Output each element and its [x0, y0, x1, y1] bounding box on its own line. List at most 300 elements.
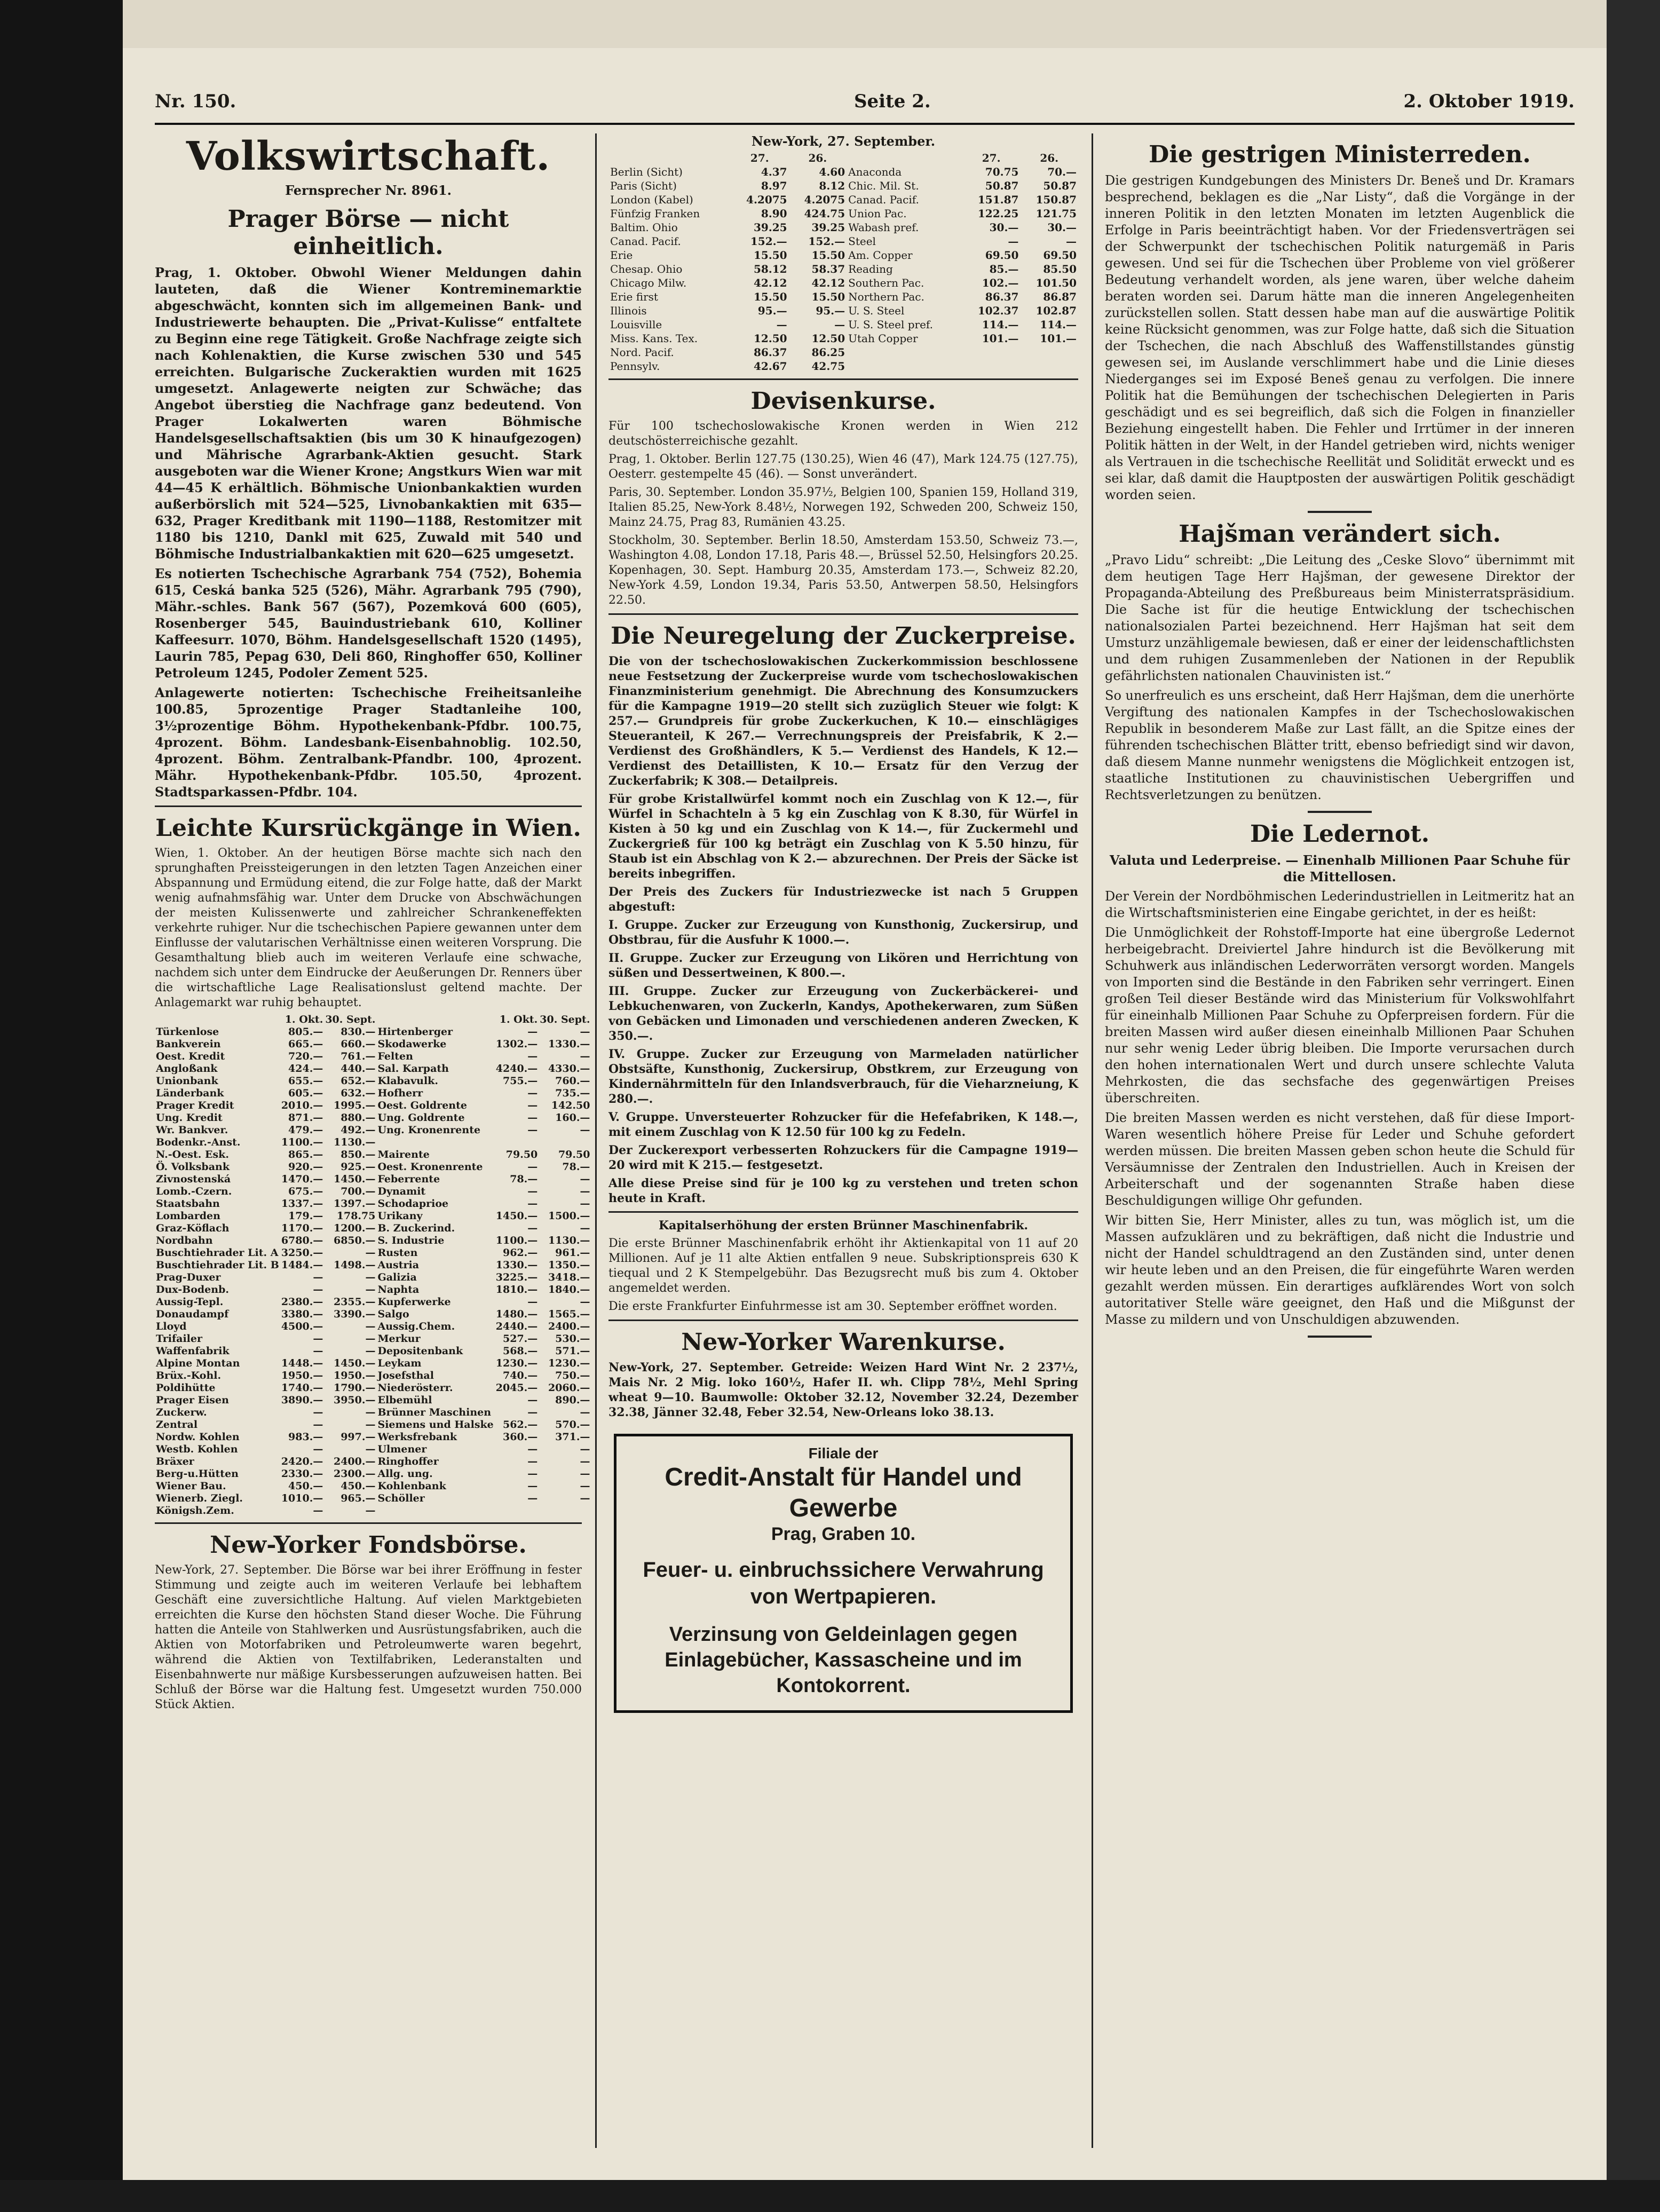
article-paragraph: Die gestrigen Kundgebungen des Ministers Dr. Beneš und Dr. Kramars besprechend, beklagen es die „Nar Listy“, daß die Vorgänge in der inneren Politik in den letzten Monaten im letzten Augenblick die Erfolge in Paris beeinträchtigt haben. Vor der Friedensverträgen sei der Schwerpunkt der tschechischen Politik naturgemäß in Paris gewesen. Und sei für die Tschechen über Probleme von viel größerer Bedeutung verhandelt worden, als jene waren, über welche daheim beraten worden sei. Darum hätte man die inneren Angelegenheiten zurückstellen sollen. Statt dessen habe man auf die auswärtige Politik keine Rücksicht genommen, was zur Folge hatte, daß sich die Situation der Tschechen, die nach Abschluß des Waffenstillstandes günstig gewesen sei, im Auslande verschlimmert habe und die Linie dieses Niederganges sei im Exposé Beneš genau zu verfolgen. Die innere Politik hat die Bemühungen der tschechischen Delegierten in Paris geschädigt und es sei begreiflich, daß sich die Folgen in finanzieller Beziehung eingestellt haben. Die Fehler und Irrtümer in der inneren Politik hätten in der Welt, in der Handel getrieben wird, nichts weniger als Vertrauen in die tschechische Reellität und Solidität erweckt und es sei klar, daß damit die Hauptposten der auswärtigen Politik geschädigt worden seien. [1105, 173, 1575, 502]
security-name: Urikany [377, 1210, 423, 1222]
quote-row [608, 234, 1078, 248]
security-name: Niederösterr. [377, 1382, 453, 1394]
security-name: Berg-u.Hütten [156, 1468, 239, 1480]
quote-value: 58.12 [753, 263, 787, 275]
article-paragraph: Wien, 1. Oktober. An der heutigen Börse machte sich nach den sprunghaften Preissteigerungen in den letzten Tagen Anzeichen einer Abspannung und Ermüdung eitend, die zur Folge hatte, daß der Markt wenig aufnahmsfähig war. Unter dem Drucke von Abschwächungen der meisten Kulissenwerte und zahlreicher Schrankeneffekten verkehrte ruhiger. Nur die tschechischen Papiere gewannen unter dem Einflusse der valutarischen Verhältnisse einen weiteren Vorsprung. Die Gesamthaltung blieb auch im weiteren Verlaufe eine schwache, nachdem sich unter dem Eindrucke der Aeußerungen Dr. Renners über die wirtschaftliche Lage Realisationslust geltend machte. Der Anlagemarkt war ruhig behauptet. [155, 847, 582, 1009]
security-name: Mairente [377, 1149, 430, 1160]
quote-row [155, 1161, 591, 1173]
quote-value: 1350.— [548, 1259, 590, 1271]
article-title: Devisenkurse. [750, 388, 936, 415]
security-name: Miss. Kans. Tex. [610, 332, 698, 345]
quote-row [155, 1136, 591, 1149]
quote-value: 4.2075 [804, 193, 845, 206]
quote-row [608, 262, 1078, 276]
security-name: Bräxer [156, 1456, 194, 1467]
security-name: Prager Eisen [156, 1394, 229, 1406]
quote-value: 2010.— [281, 1100, 323, 1111]
security-name: Galizia [377, 1271, 417, 1283]
security-name: Josefsthal [377, 1370, 434, 1381]
security-name: Buschtiehrader Lit. A [156, 1247, 279, 1259]
ad-bank-name: Credit-Anstalt für Handel und Gewerbe [665, 1463, 1022, 1522]
security-name: Berlin (Sicht) [610, 165, 683, 178]
security-name: U. S. Steel pref. [848, 318, 933, 331]
table-header-cell [376, 1014, 494, 1026]
security-name: Ringhoffer [377, 1456, 439, 1467]
quote-value: 1950.— [281, 1370, 323, 1381]
article-paragraph: Die erste Frankfurter Einfuhrmesse ist am 30. September eröffnet worden. [608, 1300, 1057, 1313]
header-rule [155, 123, 1575, 125]
divider [155, 805, 582, 807]
quote-value: 86.37 [985, 290, 1019, 303]
security-name: Paris (Sicht) [610, 179, 677, 192]
security-name [847, 345, 962, 359]
quote-value: — [580, 1186, 590, 1197]
security-name: Chicago Milw. [610, 276, 687, 289]
security-name: Ung. Kronenrente [377, 1124, 481, 1136]
security-name: Siemens und Halske [377, 1419, 494, 1431]
security-name: Ung. Goldrente [377, 1112, 465, 1124]
quote-value: 15.50 [753, 290, 787, 303]
quote-value: — [527, 1186, 538, 1197]
table-header-cell [155, 1014, 280, 1026]
article-paragraph: Die von der tschechoslowakischen Zuckerkommission beschlossene neue Festsetzung der Zuckerpreise wurde vom tschechoslowakischen Finanzministerium genehmigt. Die Abrechnung des Konsumzuckers für die Kampagne 1919—20 stellt sich zuzüglich Steuer wie folgt: K 257.— Grundpreis für grobe Zuckerkuchen, K 10.— einschlägiges Steueranteil, K 267.— Verrechnungspreis der Preisfabrik, K 2.— Verdienst des Großhändlers, K 5.— Verdienst des Handels, K 12.— Verdienst des Detaillisten, K 10.— Ersatz für den Verzug der Zuckerfabrik; K 308.— Detailpreis. [608, 654, 1078, 788]
quote-value: 920.— [288, 1161, 323, 1173]
security-name: Am. Copper [848, 249, 913, 262]
quote-value: 570.— [555, 1419, 590, 1431]
quote-value: 4.2075 [746, 193, 787, 206]
section-phone: Fernsprecher Nr. 8961. [285, 183, 452, 198]
quote-value: — [580, 1443, 590, 1455]
quote-value: 1790.— [333, 1382, 376, 1394]
quote-row [155, 1357, 591, 1370]
quote-value: 30.— [989, 221, 1019, 234]
security-name: Sal. Karpath [377, 1063, 449, 1075]
security-name: Union Pac. [848, 207, 907, 220]
quote-value: — [580, 1492, 590, 1504]
security-name: Nordw. Kohlen [156, 1431, 240, 1443]
quote-value: 3380.— [281, 1308, 323, 1320]
article-paragraph: Die breiten Massen werden es nicht verstehen, daß für diese Import-Waren wesentlich höhere Preise für Leder und Schuhe gefordert werden müssen. Die breiten Massen geben schon heute die Schuld für Versäumnisse der Zentralen den Industriellen. Auch in Kreisen der Arbeiterschaft und der sogenannten Straße haben diese Beschuldigungen willige Ohr gefunden. [1105, 1110, 1575, 1208]
quote-row [155, 1087, 591, 1100]
quote-value: — [527, 1468, 538, 1480]
quote-value: — [527, 1026, 538, 1038]
quote-row [608, 207, 1078, 220]
security-name: Chic. Mil. St. [848, 179, 919, 192]
security-name: B. Zuckerind. [377, 1222, 455, 1234]
quote-value: 1230.— [548, 1357, 590, 1369]
quote-value: 1010.— [281, 1492, 323, 1504]
security-name: Türkenlose [156, 1026, 219, 1038]
quote-value: — [365, 1271, 376, 1283]
quote-row [608, 290, 1078, 304]
quote-value: 114.— [1040, 318, 1077, 331]
quote-row [155, 1321, 591, 1333]
divider [1308, 511, 1372, 513]
quote-value: — [580, 1050, 590, 1062]
quote-value: — [580, 1173, 590, 1185]
article-title: Die Ledernot. [1250, 820, 1430, 848]
quote-value: 675.— [288, 1186, 323, 1197]
table-header-cell: 1. Okt. [284, 1014, 323, 1025]
quote-value: 735.— [555, 1087, 590, 1099]
quote-value: — [527, 1050, 538, 1062]
quote-row [608, 318, 1078, 331]
article-title: Hajšman verändert sich. [1179, 520, 1501, 548]
quote-value: 1130.— [548, 1235, 590, 1246]
quote-value: 101.— [1040, 332, 1077, 345]
quote-value: 665.— [288, 1038, 323, 1050]
divider [1308, 1336, 1372, 1338]
issue-date: 2. Oktober 1919. [1403, 91, 1575, 112]
quote-value: — [580, 1222, 590, 1234]
security-name: Donaudampf [156, 1308, 229, 1320]
quote-value: 4.60 [819, 165, 845, 178]
quote-value: — [365, 1247, 376, 1259]
security-name: Länderbank [156, 1087, 224, 1099]
quote-value [495, 1136, 539, 1149]
security-name: Hofherr [377, 1087, 423, 1099]
quote-value: 70.— [1047, 165, 1077, 178]
quote-value: 761.— [341, 1050, 376, 1062]
quote-value: — [580, 1480, 590, 1492]
quote-row [608, 220, 1078, 234]
article-paragraph: Für grobe Kristallwürfel kommt noch ein Zuschlag von K 12.—, für Würfel in Schachteln à 5 kg ein Zuschlag von K 8.30, für Würfel in Kisten à 50 kg und ein Zuschlag von K 14.—, für Zuckermehl und Zuckergrieß für 100 kg beträgt ein Zuschlag von K 5.50 hinzu, für Staub ist ein Abschlag von K 2.— abzurechnen. Der Preis der Säcke ist bereits inbegriffen. [608, 792, 1078, 881]
quote-row [155, 1259, 591, 1271]
bank-advertisement [614, 1434, 1073, 1713]
quote-value: — [365, 1505, 376, 1516]
quote-value: 1130.— [333, 1136, 376, 1148]
quote-row [608, 165, 1078, 179]
quote-value: 871.— [288, 1112, 323, 1124]
quote-value: 3418.— [548, 1271, 590, 1283]
security-name: Naphta [377, 1284, 420, 1295]
security-name: Elbemühl [377, 1394, 432, 1406]
quote-value: 2420.— [281, 1456, 323, 1467]
quote-value: 720.— [288, 1050, 323, 1062]
security-name: Oest. Kronenrente [377, 1161, 483, 1173]
security-name: Lomb.-Czern. [156, 1186, 232, 1197]
quote-value: 479.— [288, 1124, 323, 1136]
quote-value: 4.37 [761, 165, 787, 178]
quote-value: 69.50 [985, 249, 1019, 262]
table-header-cell: 30. Sept. [325, 1014, 376, 1025]
quote-value: 1302.— [495, 1038, 538, 1050]
quote-value: — [365, 1321, 376, 1332]
security-name: Werksfrebank [377, 1431, 457, 1443]
article-paragraph: New-York, 27. September. Getreide: Weizen Hard Wint Nr. 2 237½, Mais Nr. 2 Mig. loko 160½, Hafer II. wh. Clipp 78½, Mehl Spring wheat 9—10. Baumwolle: Oktober 32.12, November 32.24, Dezember 32.38, Jänner 32.48, Feber 32.54, New-Orleans loko 38.13. [608, 1361, 1078, 1419]
security-name [376, 1136, 494, 1149]
quote-value: — [527, 1112, 538, 1124]
quote-value: 2400.— [548, 1321, 590, 1332]
quote-row [155, 1173, 591, 1186]
quote-value: — [527, 1087, 538, 1099]
security-name: Schöller [377, 1492, 425, 1504]
quote-value: 1230.— [495, 1357, 538, 1369]
quote-value: 8.97 [761, 179, 787, 192]
security-name: U. S. Steel [848, 304, 905, 317]
quote-value: 830.— [341, 1026, 376, 1038]
security-name: Dynamit [377, 1186, 426, 1197]
table-header-cell: 26. [808, 152, 827, 164]
security-name: Zuckerw. [156, 1407, 207, 1418]
quote-value: — [1066, 235, 1077, 248]
divider [1308, 811, 1372, 813]
quote-row [155, 1063, 591, 1075]
security-name: Klabavulk. [377, 1075, 438, 1087]
newspaper-sheet [123, 48, 1607, 2180]
quote-value: 151.87 [977, 193, 1019, 206]
security-name [376, 1505, 494, 1517]
security-name: Lombarden [156, 1210, 220, 1222]
section-title: Volkswirtschaft. [186, 133, 551, 179]
quote-value: 740.— [503, 1370, 538, 1381]
quote-value: — [776, 318, 787, 331]
quote-value: — [580, 1026, 590, 1038]
quote-value: 39.25 [811, 221, 845, 234]
security-name: Illinois [610, 304, 647, 317]
quote-row [155, 1480, 591, 1492]
security-name: Westb. Kohlen [156, 1443, 238, 1455]
quote-value: 70.75 [985, 165, 1019, 178]
quote-value: 15.50 [811, 249, 845, 262]
security-name: Allg. ung. [377, 1468, 433, 1480]
quote-value: — [365, 1333, 376, 1345]
quote-value: 527.— [503, 1333, 538, 1345]
quote-value: 42.12 [753, 276, 787, 289]
article-title: New-Yorker Fondsbörse. [210, 1531, 527, 1559]
quote-value: 1840.— [548, 1284, 590, 1295]
security-name: Southern Pac. [848, 276, 924, 289]
quote-value: 4240.— [495, 1063, 538, 1075]
security-name: Dux-Bodenb. [156, 1284, 229, 1295]
quote-value [495, 1505, 539, 1517]
quote-value: 850.— [341, 1149, 376, 1160]
quote-value: 983.— [288, 1431, 323, 1443]
security-name: Brünner Maschinen [377, 1407, 492, 1418]
quote-value: 12.50 [753, 332, 787, 345]
quote-value: 2300.— [333, 1468, 376, 1480]
quote-value: 178.75 [336, 1210, 376, 1222]
quote-value: 1480.— [495, 1308, 538, 1320]
article-title: Prager Börse — nicht einheitlich. [227, 206, 509, 260]
divider [608, 613, 1078, 615]
quote-value: 3250.— [281, 1247, 323, 1259]
article-paragraph: Die Unmöglichkeit der Rohstoff-Importe hat eine übergroße Ledernot herbeigebracht. Dreiviertel Jahre hindurch ist die Bevölkerung mit Schuhwerk aus inländischen Lederworräten versorgt worden. Mangels von Importen sind die Bestände in den Fabriken sehr verringert. Einen großen Teil dieser Bestände wird das Ministerium für Volkswohlfahrt für eineinhalb Millionen Paar Schuhe zu Opferpreisen fordern. Für die breiten Massen wird außer diesen eineinhalb Millionen Paar Schuhen nur sehr wenig Leder übrig bleiben. Die Importe verursachen durch den hohen internationalen Wert und durch unsere schlechte Valuta Mehrkosten, die das sechsfache des gegenwärtigen Preises überschreiten. [1105, 925, 1575, 1105]
quote-row [155, 1075, 591, 1087]
quote-value: 12.50 [811, 332, 845, 345]
security-name: Austria [377, 1259, 420, 1271]
security-name: Aussig-Tepl. [156, 1296, 224, 1308]
article-paragraph: Stockholm, 30. September. Berlin 18.50, Amsterdam 153.50, Schweiz 73.—, Washington 4.08, London 17.18, Paris 48.—, Brüssel 52.50, Helsingfors 20.25. Kopenhagen, 30. Sept. Hamburg 20.35, Amsterdam 173.—, Schweiz 82.20, New-York 4.59, London 19.34, Paris 53.50, Antwerpen 58.50, Helsingfors 22.50. [608, 534, 1078, 607]
quote-row [155, 1112, 591, 1124]
security-name: Kohlenbank [377, 1480, 446, 1492]
quote-value: 1450.— [333, 1173, 376, 1185]
security-name: Merkur [377, 1333, 421, 1345]
security-name: Ö. Volksbank [156, 1161, 230, 1173]
quote-row [155, 1419, 591, 1431]
security-name: Canad. Pacif. [848, 193, 919, 206]
quote-value: 8.12 [819, 179, 845, 192]
security-name: Nord. Pacif. [610, 346, 674, 359]
security-name: Salgo [377, 1308, 409, 1320]
ad-address: Prag, Graben 10. [771, 1524, 916, 1544]
security-name: Skodawerke [377, 1038, 447, 1050]
quote-value: 86.25 [811, 346, 845, 359]
quote-value: 530.— [555, 1333, 590, 1345]
column-left [155, 133, 590, 2148]
quote-value [539, 1136, 591, 1149]
article-title: New-Yorker Warenkurse. [681, 1329, 1006, 1356]
quote-value: — [365, 1284, 376, 1295]
security-name: Wienerb. Ziegl. [156, 1492, 243, 1504]
divider [608, 1320, 1078, 1321]
quote-value: — [313, 1333, 323, 1345]
security-name: Leykam [377, 1357, 422, 1369]
security-name: Chesap. Ohio [610, 263, 683, 275]
security-name: Trifailer [156, 1333, 203, 1345]
quote-row [155, 1345, 591, 1357]
quote-value: 85.50 [1043, 263, 1077, 275]
quote-value: 4500.— [281, 1321, 323, 1332]
quote-row [155, 1296, 591, 1308]
quote-value: 1450.— [333, 1357, 376, 1369]
quote-value: — [527, 1124, 538, 1136]
article-paragraph: Alle diese Preise sind für je 100 kg zu verstehen und treten schon heute in Kraft. [608, 1176, 1078, 1205]
table-header-cell [847, 151, 962, 165]
table-header-cell: 30. Sept. [540, 1014, 590, 1025]
quote-value: 2060.— [548, 1382, 590, 1394]
ad-line: Filiale der [808, 1445, 879, 1462]
column-divider [1092, 133, 1093, 2148]
quote-value: — [313, 1505, 323, 1516]
quote-value: 114.— [982, 318, 1019, 331]
security-name: Hirtenberger [377, 1026, 453, 1038]
quote-row [155, 1492, 591, 1505]
quote-value: — [527, 1480, 538, 1492]
quote-value [962, 345, 1021, 359]
quote-value: 102.37 [977, 304, 1019, 317]
article-paragraph: Der Zuckerexport verbesserten Rohzuckers für die Campagne 1919—20 wird mit K 215.— festgesetzt. [608, 1143, 1078, 1172]
quote-row [155, 1468, 591, 1480]
security-name: Reading [848, 263, 893, 275]
security-name: Ung. Kredit [156, 1112, 223, 1124]
quote-value: 1565.— [548, 1308, 590, 1320]
security-name: Felten [377, 1050, 413, 1062]
quote-value: 86.87 [1043, 290, 1077, 303]
scan-border-bottom [0, 2180, 1660, 2212]
quote-value: 1450.— [495, 1210, 538, 1222]
quote-value: — [313, 1443, 323, 1455]
quote-row [155, 1456, 591, 1468]
quote-value: 450.— [341, 1480, 376, 1492]
quote-value: 3950.— [333, 1394, 376, 1406]
quote-row [155, 1038, 591, 1050]
quote-value: 360.— [503, 1431, 538, 1443]
security-name: Utah Copper [848, 332, 918, 345]
quote-value: 655.— [288, 1075, 323, 1087]
quote-value: 42.12 [811, 276, 845, 289]
quote-value: — [365, 1345, 376, 1357]
quote-row [155, 1186, 591, 1198]
quote-value: 142.50 [551, 1100, 590, 1111]
article-paragraph: IV. Gruppe. Zucker zur Erzeugung von Marmeladen natürlicher Obstsäfte, Kunsthonig, Zuckersirup, Obstkrem, zur Erzeugung von Kindernährmitteln für den Inlandsverbrauch, für die Vieharzneiung, K 280.—. [608, 1047, 1078, 1106]
quote-value: 6780.— [281, 1235, 323, 1246]
quote-row [155, 1333, 591, 1345]
quote-value: 1200.— [333, 1222, 376, 1234]
security-name: Lloyd [156, 1321, 187, 1332]
table-header-cell: 1. Okt. [499, 1014, 538, 1025]
quote-value: 1484.— [281, 1259, 323, 1271]
quote-value: 997.— [341, 1431, 376, 1443]
quote-value: 42.75 [811, 360, 845, 373]
security-name: Louisville [610, 318, 662, 331]
quote-value: 450.— [288, 1480, 323, 1492]
quote-value: 2440.— [495, 1321, 538, 1332]
quote-value: 961.— [555, 1247, 590, 1259]
security-name: Kupferwerke [377, 1296, 451, 1308]
quote-row [155, 1382, 591, 1394]
quote-value: 965.— [341, 1492, 376, 1504]
quote-value: — [527, 1443, 538, 1455]
quote-value: — [527, 1198, 538, 1210]
quote-value: 424.— [288, 1063, 323, 1075]
quote-value: 755.— [503, 1075, 538, 1087]
quote-row [155, 1394, 591, 1407]
quote-value: 86.37 [753, 346, 787, 359]
quote-row [608, 179, 1078, 193]
security-name: Depositenbank [377, 1345, 463, 1357]
quote-value: 1100.— [495, 1235, 538, 1246]
security-name: Rusten [377, 1247, 418, 1259]
quote-value: — [313, 1419, 323, 1431]
article-paragraph: Die erste Brünner Maschinenfabrik erhöht ihr Aktienkapital von 11 auf 20 Millionen. Auf je 11 alte Aktien entfallen 9 neue. Subskriptionspreis 630 K tiequal und 2 K Stempelgebühr. Das Bezugsrecht muß bis zum 4. Oktober angemeldet werden. [608, 1237, 1078, 1295]
scan-border-left [0, 0, 123, 2212]
column-right [1105, 133, 1575, 2148]
quote-value: 890.— [555, 1394, 590, 1406]
quote-value: 440.— [341, 1063, 376, 1075]
security-name: Nordbahn [156, 1235, 213, 1246]
quote-value: — [527, 1394, 538, 1406]
quote-row [608, 276, 1078, 290]
article-paragraph: Paris, 30. September. London 35.97½, Belgien 100, Spanien 159, Holland 319, Italien 85.25, New-York 8.48½, Norwegen 192, Schweden 200, Schweiz 150, Mainz 24.75, Prag 83, Rumänien 43.25. [608, 486, 1078, 529]
quote-value: 1397.— [333, 1198, 376, 1210]
quote-row [155, 1407, 591, 1419]
quote-value: — [365, 1407, 376, 1418]
quote-value: — [580, 1407, 590, 1418]
quote-value: 1448.— [281, 1357, 323, 1369]
quote-value: — [580, 1456, 590, 1467]
quote-value: 2400.— [333, 1456, 376, 1467]
quote-value: — [313, 1284, 323, 1295]
article-paragraph: Prag, 1. Oktober. Obwohl Wiener Meldungen dahin lauteten, daß die Wiener Kontreminemarktie abgeschwächt, konnten sich im allgemeinen Bank- und Industriewerte behaupten. Die „Privat-Kulisse“ entfaltete zu Beginn eine rege Tätigkeit. Große Nachfrage zeigte sich nach Kohlenaktien, die Kurse zwischen 530 und 545 erreichten. Bulgarische Zuckeraktien wurden mit 1625 umgesetzt. Anlagewerte neigten zur Schwäche; das Angebot überstieg die Nachfrage ganz bedeutend. Von Prager Lokalwerten waren Böhmische Handelsgesellschaftsaktien (bis um 30 K hinaufgezogen) und Mährische Agrarbank-Aktien gesucht. Stark ausgeboten war die Wiener Krone; Angstkurs Wien war mit 44—45 K erhältlich. Böhmische Unionbankaktien wurden außerbörslich mit 524—525, Livnobankaktien mit 635—632, Prager Kreditbank mit 1190—1188, Restomitzer mit 1180 bis 1210, Dankl mit 625, Zuwald mit 540 und Böhmische Industrialbankaktien mit 620—625 umgesetzt. [155, 265, 582, 562]
table-header-cell [608, 151, 731, 165]
security-name: Zentral [156, 1419, 198, 1431]
quote-value: — [365, 1419, 376, 1431]
quote-value [539, 1505, 591, 1517]
article-paragraph: II. Gruppe. Zucker zur Erzeugung von Likören und Herrichtung von süßen und Dessertweinen, K 800.—. [608, 951, 1078, 980]
quote-value: 1170.— [281, 1222, 323, 1234]
quote-value: — [580, 1468, 590, 1480]
security-name: Feberrente [377, 1173, 440, 1185]
quote-value: 1995.— [333, 1100, 376, 1111]
security-name: Angloßank [156, 1063, 218, 1075]
article-paragraph: Für 100 tschechoslowakische Kronen werden in Wien 212 deutschösterreichische gezahlt. [608, 420, 1078, 448]
security-name: Waffenfabrik [156, 1345, 230, 1357]
quote-value: 6850.— [333, 1235, 376, 1246]
quote-value: 1810.— [495, 1284, 538, 1295]
quote-value [1020, 359, 1078, 373]
quote-value: 95.— [816, 304, 845, 317]
